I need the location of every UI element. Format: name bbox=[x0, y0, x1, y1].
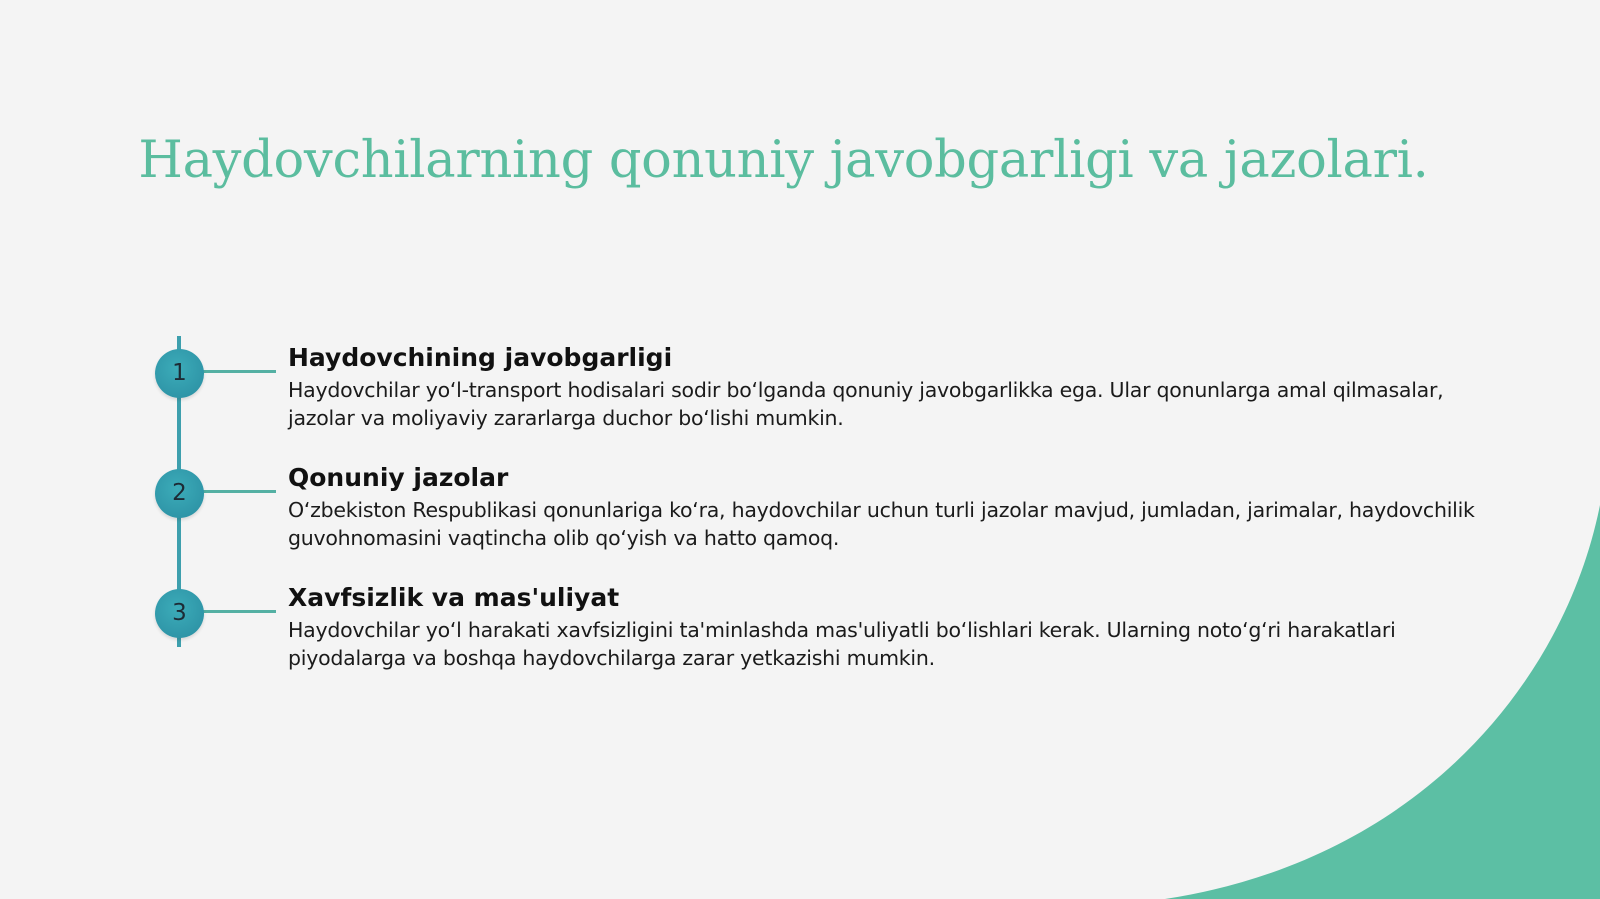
timeline-connector bbox=[200, 490, 276, 493]
slide-title: Haydovchilarning qonuniy javobgarligi va jazolari. bbox=[138, 131, 1429, 190]
item-description: O‘zbekiston Respublikasi qonunlariga ko‘ra, haydovchilar uchun turli jazolar mavjud, jumladan, jarimalar, haydovchilik guvohnomasini vaqtincha olib qo‘yish va hatto qamoq. bbox=[288, 498, 1475, 550]
item-title: Qonuniy jazolar bbox=[288, 463, 509, 492]
timeline-connector bbox=[200, 370, 276, 373]
timeline-connector bbox=[200, 610, 276, 613]
step-marker-2: 2 bbox=[155, 469, 204, 518]
item-description: Haydovchilar yo‘l harakati xavfsizligini ta'minlashda mas'uliyatli bo‘lishlari kerak. Ularning noto‘g‘ri harakatlari piyodalarga va boshqa haydovchilarga zarar yetkazishi mumkin. bbox=[288, 618, 1396, 670]
item-description: Haydovchilar yo‘l-transport hodisalari sodir bo‘lganda qonuniy javobgarlikka ega. Ular qonunlarga amal qilmasalar, jazolar va moliyaviy zararlarga duchor bo‘lishi mumkin. bbox=[288, 378, 1444, 430]
timeline-item bbox=[288, 342, 1478, 432]
item-title: Xavfsizlik va mas'uliyat bbox=[288, 583, 620, 612]
timeline-item bbox=[288, 462, 1478, 552]
timeline-item bbox=[288, 582, 1478, 672]
step-marker-1: 1 bbox=[155, 349, 204, 398]
item-title: Haydovchining javobgarligi bbox=[288, 343, 673, 372]
step-marker-3: 3 bbox=[155, 589, 204, 638]
